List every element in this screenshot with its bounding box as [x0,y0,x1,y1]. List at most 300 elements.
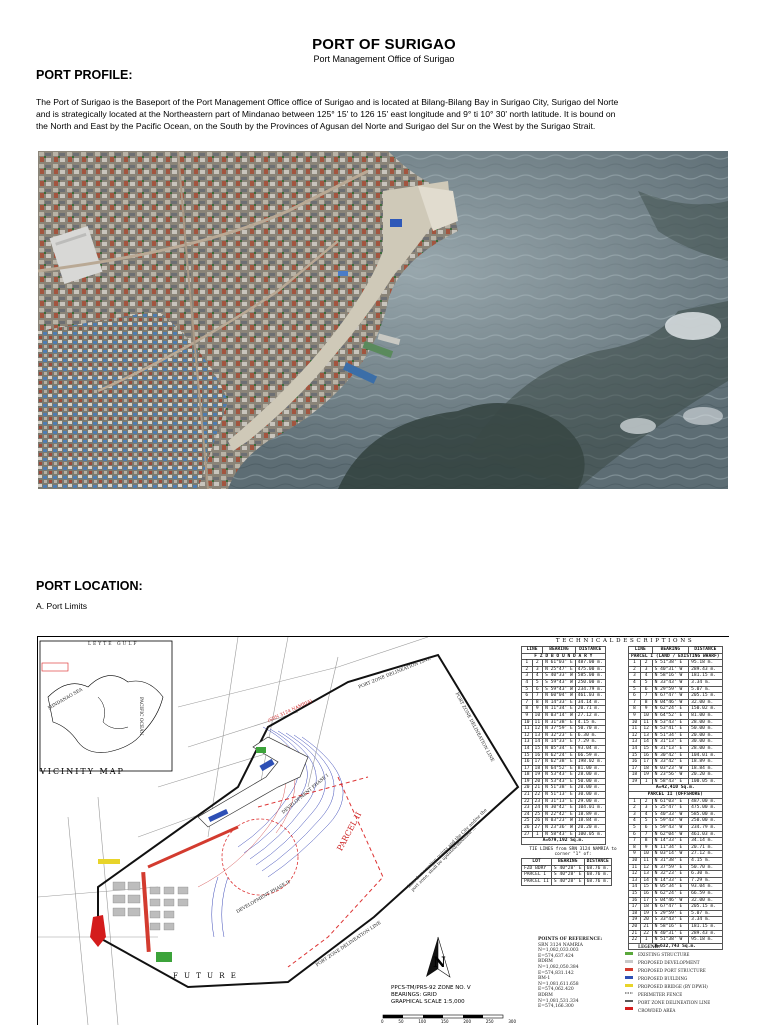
delineation-label-top: PORT ZONE DELINEATION LINE [357,656,432,691]
table-cell: 16 [522,759,533,766]
table-cell: 17 [532,759,543,766]
table-cell: 461.03 m. [689,831,722,838]
table-cell: N 62°04' W [652,831,689,838]
table-row [522,765,606,772]
table-cell: 23 [522,805,533,812]
table-cell: 30.00 m. [689,739,722,746]
table-cell: N 29°59' W [652,686,689,693]
table-row [629,871,723,878]
table-cell: 5.07 m. [689,686,722,693]
table-cell: N 64°52' E [652,712,689,719]
table-cell: S 40°28' E [551,865,584,872]
table-row [629,838,723,845]
table-cell: 205.15 m. [689,904,722,911]
table-cell: 14 [522,745,533,752]
table-cell: 20.00 m. [689,732,722,739]
table-row [629,798,723,805]
reference-title: POINTS OF REFERENCE: [538,937,603,942]
reference-item: N=1,081,531.334 [538,998,579,1004]
table-row [522,726,606,733]
table-row [522,759,606,766]
reference-item: E=574,637.424 [538,953,574,959]
table-cell: 19 [629,778,641,785]
table-cell: 22 [640,930,652,937]
delineation-label-right: PORT ZONE DELINEATION LINE [453,692,495,763]
table-row [629,759,723,766]
table-cell: N 31°13' E [652,745,689,752]
table-row [629,686,723,693]
port-profile-paragraph [36,96,728,132]
table-cell: 18 [522,772,533,779]
table-cell: 28.00 m. [689,745,722,752]
future-label: F U T U R E [173,972,238,980]
table-cell: 11 [640,719,652,726]
table-cell: 475.00 m. [689,805,722,812]
table-cell: N 32°23' E [652,871,689,878]
table-cell: 14 [640,877,652,884]
table-row [629,673,723,680]
table-cell: 17 [640,759,652,766]
table-row [522,660,606,667]
table-cell: N 53°43' E [543,778,576,785]
table-cell: 16 [629,759,641,766]
svg-text:N: N [433,955,446,971]
table-cell: 2 [629,805,641,812]
table-cell: 16 [532,752,543,759]
table-cell: 19 [640,772,652,779]
table-cell: N 58°16' W [652,673,689,680]
table-row [522,785,606,792]
table-cell: 5.07 m. [689,910,722,917]
table-cell: 13 [629,877,641,884]
table-cell: 24 [532,805,543,812]
reference-item: SRN 3124 NAMRIA [538,942,583,948]
table-cell: 24 [522,811,533,818]
table-cell: 4.15 m. [689,858,722,865]
table-row [629,917,723,924]
table-cell: 18 [629,772,641,779]
table-row [522,699,606,706]
table-cell: 181.15 m. [689,673,722,680]
table-cell: 8 [629,844,641,851]
table-cell: 16 [629,897,641,904]
table-row [629,818,723,825]
table-cell: 21 [629,930,641,937]
table-cell: N 14°33' E [543,739,576,746]
legend-item: PROPOSED BRIDGE (BY DPWH) [638,984,708,989]
table-cell: 7.29 m. [575,739,605,746]
table-cell: 18.84 m. [689,765,722,772]
table-row [522,825,606,832]
table-cell: S 51°38' E [652,660,689,667]
dev-phase-1-label: DEVELOPMENT PHASE I [281,773,330,816]
table-cell: 66.59 m. [575,752,605,759]
table-row [522,818,606,825]
table-cell: 20.71 m. [575,706,605,713]
table-cell: 9 [522,712,533,719]
table-cell: 21 [532,785,543,792]
table-cell: 20.20 m. [689,772,722,779]
table-cell: 15 [640,745,652,752]
table-cell: 22 [629,937,641,944]
table-cell: 30.00 m. [575,792,605,799]
table-cell: N 32°23' E [543,732,576,739]
table-row [629,699,723,706]
col-bearing: BEARING [652,647,689,654]
table-cell: 25 [522,818,533,825]
table-cell: 95.18 m. [689,937,722,944]
table-cell: 181.15 m. [689,923,722,930]
table-cell: N 14°33' E [652,838,689,845]
table-cell: 6.30 m. [689,871,722,878]
table-cell: N 64°52' E [543,765,576,772]
table-row [629,864,723,871]
table-cell: N 62°24' E [652,890,689,897]
table-cell: PARCEL I [522,872,552,879]
table-cell: 27 [532,825,543,832]
table-row [629,923,723,930]
tie-lines-title: TIE LINES from SRN 3124 NAMRIA to corner "1" of: [529,846,617,858]
legend-swatches [625,952,633,1010]
graphical-scale-bar [383,1015,503,1018]
table-cell: N 60°04' W [543,693,576,700]
table-cell: 6 [532,686,543,693]
legend-item: PORT ZONE DELINEATION LINE [638,1000,711,1005]
map-label-ocean: PACIFIC OCEAN [138,697,143,736]
table-row [629,825,723,832]
table-row [522,732,606,739]
table-cell: S 33°43' E [652,917,689,924]
reference-item: E=574,166.300 [538,1004,574,1010]
table-cell: 7.29 m. [689,877,722,884]
table-row [522,712,606,719]
table-cell: 14 [532,739,543,746]
table-cell: 2 [532,660,543,667]
srn-label: (SRN 3124 NAMRIA) [267,698,314,725]
table-cell: N 40°31' E [652,930,689,937]
table-cell: 27 [522,831,533,838]
table-cell: 3 [532,666,543,673]
table-cell: N 62°38' E [543,759,576,766]
table-cell: 13 [532,732,543,739]
table-row [629,726,723,733]
table-cell: 50.70 m. [575,726,605,733]
table-cell: 3 [522,673,533,680]
table-cell: 17 [522,765,533,772]
table-row [629,805,723,812]
table-cell: 32.00 m. [689,897,722,904]
reference-item: N=1,082,050.384 [538,964,579,970]
table-row [629,732,723,739]
table-cell: 3 [640,805,652,812]
table-cell: S 25°47' E [652,805,689,812]
table-cell: N 31°38' E [543,719,576,726]
table-cell: N 58°16' E [652,923,689,930]
table-cell: 20.71 m. [689,844,722,851]
table-cell: 487.00 m. [689,798,722,805]
table-cell: 250.00 m. [575,679,605,686]
table-cell: 13 [522,739,533,746]
vicinity-map-label: VICINITY MAP [40,767,125,776]
table-cell: 16 [640,752,652,759]
table-row [629,831,723,838]
table-cell: N 51°38' E [543,785,576,792]
table-cell: N 62°24' E [652,706,689,713]
reference-item: E=574,062.420 [538,987,574,993]
table-cell: N 03°23' W [543,818,576,825]
table-cell: 4.15 m. [575,719,605,726]
table-row [629,884,723,891]
left-area: A=679,192 Sq.m. [522,838,606,845]
profile-line-1: The Port of Surigao is the Baseport of the Port Management Office office of Surigao and is located at Bilang-Bilang Bay in Surigao City, Surigao del Norte [36,97,619,107]
demarcation-note: Line demarcation points and the City and/or the port zone, shall be updated/modified ... [407,808,489,893]
table-row [522,805,606,812]
table-cell: S 40°33' W [652,811,689,818]
table-row [522,693,606,700]
table-cell: 7 [640,831,652,838]
table-cell: 9 [629,851,641,858]
port-limits-map [37,636,729,1025]
table-row [629,937,723,944]
table-row [629,778,723,785]
projection-notes [391,985,471,1006]
table-row [629,910,723,917]
legend-title: LEGEND: [638,944,660,949]
table-row [522,772,606,779]
table-cell: 81.00 m. [689,712,722,719]
right-area-2: A=632,743 Sq.m. [629,943,723,950]
table-cell: 104.01 m. [575,805,605,812]
table-cell: 6 [640,686,652,693]
scale-ticks [381,1019,516,1024]
table-cell: 20 [532,778,543,785]
table-cell: 10 [640,851,652,858]
table-cell: S 04°46' W [652,897,689,904]
table-cell: 11 [532,719,543,726]
scale-tick: 300 [508,1019,516,1024]
scale-tick: 150 [440,1019,449,1024]
table-cell: 18 [640,765,652,772]
parcel-2-heading: PARCEL II (OFFSHORE) [629,792,723,799]
table-cell: 27.12 m. [689,851,722,858]
table-cell: N 14°33' E [543,699,576,706]
table-cell: 6 [629,831,641,838]
table-cell: 475.00 m. [575,666,605,673]
table-cell: 5 [640,818,652,825]
table-row [629,811,723,818]
table-cell: 20 [640,917,652,924]
table-cell: 3.34 m. [689,917,722,924]
reference-item: N=1,081,611.658 [538,981,579,987]
table-cell: 10 [640,712,652,719]
table-cell: 19 [629,917,641,924]
table-cell: 12 [629,732,641,739]
table-cell: 8 [640,699,652,706]
scale-tick: 50 [398,1019,404,1024]
table-cell: 12 [629,871,641,878]
table-cell: 50.00 m. [575,778,605,785]
table-row [522,811,606,818]
table-cell: N 03°14' W [543,712,576,719]
legend-item: EXISTING STRUCTURE [638,952,690,957]
table-row [522,872,612,879]
table-cell: 4 [532,673,543,680]
table-cell: 7 [629,838,641,845]
port-location-heading: PORT LOCATION: [36,579,143,593]
table-cell: 14 [640,739,652,746]
table-cell: 7 [522,699,533,706]
table-cell: 26 [522,825,533,832]
table-cell: 461.03 m. [575,693,605,700]
table-cell: N 51°34' E [652,732,689,739]
reference-item: BDRM [538,992,553,998]
table-row [629,666,723,673]
table-cell: 9 [532,706,543,713]
table-row [522,778,606,785]
table-row [522,686,606,693]
table-cell: 20 [629,923,641,930]
table-row [522,792,606,799]
table-cell: 34.14 m. [689,838,722,845]
table-row [629,877,723,884]
table-cell: N 23°56' W [652,772,689,779]
vicinity-map-frame [40,641,172,771]
table-cell: N 51°13' E [543,792,576,799]
table-cell: N 30°42' E [652,752,689,759]
table-row [522,879,612,886]
table-cell: 7 [629,699,641,706]
table-row [629,679,723,686]
table-row [629,858,723,865]
table-cell: 15 [629,752,641,759]
legend-item: PROPOSED DEVELOPMENT [638,960,700,965]
table-row [629,739,723,746]
table-cell: S 29°59' E [652,910,689,917]
table-cell: 487.00 m. [575,660,605,667]
tie-col: DISTANCE [584,859,611,866]
table-cell: 93.04 m. [575,745,605,752]
parcel-1-heading: PARCEL I (LAND / EXISTING WHARF) [629,653,723,660]
tech-table-left [521,646,625,886]
table-cell: 28.00 m. [689,719,722,726]
table-cell: N 11°34' E [543,706,576,713]
table-cell: N 53°43' E [652,719,689,726]
table-cell: N 03°23' W [652,765,689,772]
table-cell: 4 [640,811,652,818]
table-row [522,739,606,746]
legend-item: PERIMETER FENCE [638,992,683,997]
table-cell: 14 [629,745,641,752]
right-area-1: A=42,410 Sq.m. [629,785,723,792]
col-bearing: BEARING [543,647,576,654]
table-cell: 21 [522,792,533,799]
table-cell: 22 [532,792,543,799]
col-distance: DISTANCE [575,647,605,654]
table-row [629,693,723,700]
table-cell: 18.84 m. [575,818,605,825]
page-title: PORT OF SURIGAO [312,36,456,53]
table-cell: 32.00 m. [689,699,722,706]
table-cell: S 59°43' W [543,686,576,693]
table-row [522,831,606,838]
table-cell: N 61°03' E [543,660,576,667]
table-cell: 18 [629,910,641,917]
table-cell: 2 [640,798,652,805]
table-row [629,897,723,904]
table-cell: 1 [629,798,641,805]
table-cell: 13 [640,732,652,739]
table-cell: 50.70 m. [689,864,722,871]
table-cell: 9 [640,706,652,713]
table-cell: 12 [522,732,533,739]
map-legend [638,943,728,1015]
reference-item: N=1,082,033.003 [538,948,579,954]
table-cell: N 22°42' E [543,811,576,818]
table-cell: 5 [629,825,641,832]
table-cell: N 51°38' W [652,937,689,944]
table-cell: 15 [532,745,543,752]
legend-item: PROPOSED PORT STRUCTURE [638,968,706,973]
table-cell: 28.00 m. [575,772,605,779]
table-cell: 104.01 m. [689,752,722,759]
table-cell: 21 [640,923,652,930]
table-cell: 66.59 m. [689,890,722,897]
table-cell: 289.43 m. [689,930,722,937]
table-row [522,706,606,713]
port-profile-heading: PORT PROFILE: [36,68,133,82]
table-row [522,673,606,680]
table-cell: 8 [640,838,652,845]
table-cell: 7 [532,693,543,700]
table-cell: 95.18 m. [689,660,722,667]
table-cell: S 40°31' W [652,666,689,673]
table-cell: N 37°59' E [543,726,576,733]
table-cell: N 05°34' E [652,884,689,891]
table-cell: 289.43 m. [689,666,722,673]
table-cell: N 05°34' E [543,745,576,752]
table-cell: 6.30 m. [575,732,605,739]
table-cell: 1 [640,778,652,785]
table-row [522,679,606,686]
table-cell: 2 [522,666,533,673]
table-cell: 5 [522,686,533,693]
table-cell: 27.12 m. [575,712,605,719]
table-cell: 16 [640,890,652,897]
scale-tick: 200 [463,1019,471,1024]
table-cell: 10 [532,712,543,719]
table-cell: 20.20 m. [575,825,605,832]
table-row [629,719,723,726]
table-cell: PARCEL II [522,879,552,886]
bearings-text: BEARINGS: GRID [391,992,437,998]
table-row [629,660,723,667]
table-cell: 68.76 m. [584,872,611,879]
table-row [629,712,723,719]
table-cell: 15 [640,884,652,891]
tech-desc-title: T E C H N I C A L D E S C R I P T I O N S [555,638,693,644]
table-cell: N 04°46' W [652,699,689,706]
table-cell: 68.76 m. [584,865,611,872]
scale-text: GRAPHICAL SCALE 1:5,000 [391,999,465,1005]
port-limits-label: A. Port Limits [36,601,88,611]
table-row [522,745,606,752]
profile-line-3: the North and East by the Pacific Ocean, on the South by the Provinces of Agusan del Norte and Surigao del Sur on the West by the Surigao Strait. [36,121,596,131]
reference-item: BM-1 [538,976,551,982]
table-cell: 198.02 m. [575,759,605,766]
table-cell: N 23°36' W [543,825,576,832]
table-cell: S 59°43' W [652,825,689,832]
table-cell: N 67°47' E [652,904,689,911]
